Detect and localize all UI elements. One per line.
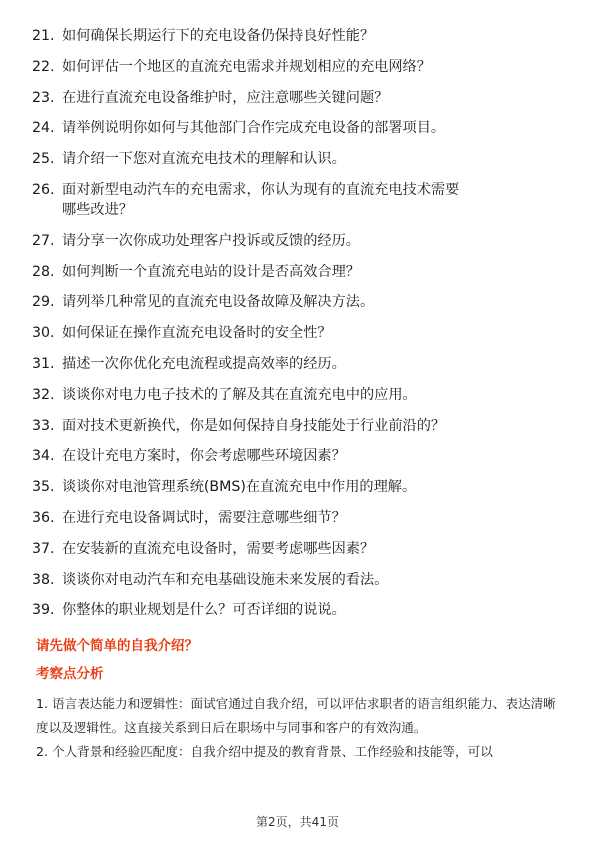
question-text: 谈谈你对电动汽车和充电基础设施未来发展的看法。	[62, 571, 389, 588]
question-number: 31.	[32, 355, 55, 372]
question-text: 在进行直流充电设备维护时，应注意哪些关键问题？	[62, 89, 389, 106]
question-text: 谈谈你对电池管理系统(BMS)在直流充电中作用的理解。	[62, 479, 417, 496]
question-text: 如何评估一个地区的直流充电需求并规划相应的充电网络？	[62, 58, 431, 75]
question-item	[32, 600, 562, 620]
question-item	[32, 570, 562, 590]
question-number: 28.	[32, 263, 55, 280]
question-text: 请介绍一下您对直流充电技术的理解和认识。	[62, 151, 346, 168]
question-number: 37.	[32, 540, 55, 557]
question-item	[32, 385, 562, 405]
question-text: 谈谈你对电力电子技术的了解及其在直流充电中的应用。	[62, 386, 417, 403]
question-text: 如何保证在操作直流充电设备时的安全性？	[62, 325, 332, 342]
analysis-point: 1. 语言表达能力和逻辑性：面试官通过自我介绍，可以评估求职者的语言组织能力、表达清晰度以及逻辑性。这直接关系到日后在职场中与同事和客户的有效沟通。	[36, 696, 556, 735]
question-item	[32, 26, 562, 46]
question-number: 36.	[32, 509, 55, 526]
question-number: 30.	[32, 325, 55, 342]
question-text: 面对技术更新换代，你是如何保持自身技能处于行业前沿的？	[62, 417, 446, 434]
question-text: 请列举几种常见的直流充电设备故障及解决方法。	[62, 294, 375, 311]
question-item	[32, 539, 562, 559]
page-footer: 第2页，共41页	[256, 815, 339, 829]
question-item	[32, 149, 562, 169]
question-item	[32, 477, 562, 497]
analysis-point: 2. 个人背景和经验匹配度：自我介绍中提及的教育背景、工作经验和技能等，可以	[36, 744, 493, 759]
question-number: 26.	[32, 181, 55, 198]
question-number: 23.	[32, 89, 55, 106]
section-subtitle: 考察点分析	[36, 666, 104, 682]
question-text: 你整体的职业规划是什么？可否详细的说说。	[62, 602, 346, 619]
question-number: 39.	[32, 602, 55, 619]
question-number: 24.	[32, 120, 55, 137]
question-item	[32, 323, 562, 343]
question-text: 描述一次你优化充电流程或提高效率的经历。	[62, 355, 346, 372]
question-text: 如何确保长期运行下的充电设备仍保持良好性能？	[62, 28, 375, 44]
question-item	[32, 446, 562, 466]
question-item	[32, 118, 562, 138]
analysis-block	[36, 692, 564, 764]
question-text: 请举例说明你如何与其他部门合作完成充电设备的部署项目。	[62, 120, 446, 137]
question-item	[32, 88, 562, 108]
question-text: 在进行充电设备调试时，需要注意哪些细节？	[62, 509, 346, 526]
question-number: 35.	[32, 479, 55, 496]
question-item	[32, 262, 562, 282]
question-text: 在设计充电方案时，你会考虑哪些环境因素？	[62, 448, 346, 465]
question-number: 22.	[32, 58, 55, 75]
question-item	[32, 508, 562, 528]
question-item	[32, 354, 562, 374]
question-item	[32, 231, 562, 251]
question-number: 34.	[32, 448, 55, 465]
question-number: 29.	[32, 294, 55, 311]
question-number: 25.	[32, 151, 55, 168]
question-item	[32, 57, 562, 77]
question-text: 在安装新的直流充电设备时，需要考虑哪些因素？	[62, 540, 375, 557]
question-item	[32, 292, 562, 312]
question-number: 21.	[32, 28, 55, 44]
question-text: 请分享一次你成功处理客户投诉或反馈的经历。	[62, 232, 360, 249]
question-number: 33.	[32, 417, 55, 434]
section-title: 请先做个简单的自我介绍？	[36, 638, 198, 654]
question-number: 27.	[32, 232, 55, 249]
question-item	[32, 416, 562, 436]
question-number: 38.	[32, 571, 55, 588]
question-text: 面对新型电动汽车的充电需求，你认为现有的直流充电技术需要 哪些改进？	[62, 181, 460, 218]
question-text: 如何判断一个直流充电站的设计是否高效合理？	[62, 263, 360, 280]
question-list	[32, 26, 562, 631]
question-number: 32.	[32, 386, 55, 403]
question-item	[32, 180, 562, 220]
